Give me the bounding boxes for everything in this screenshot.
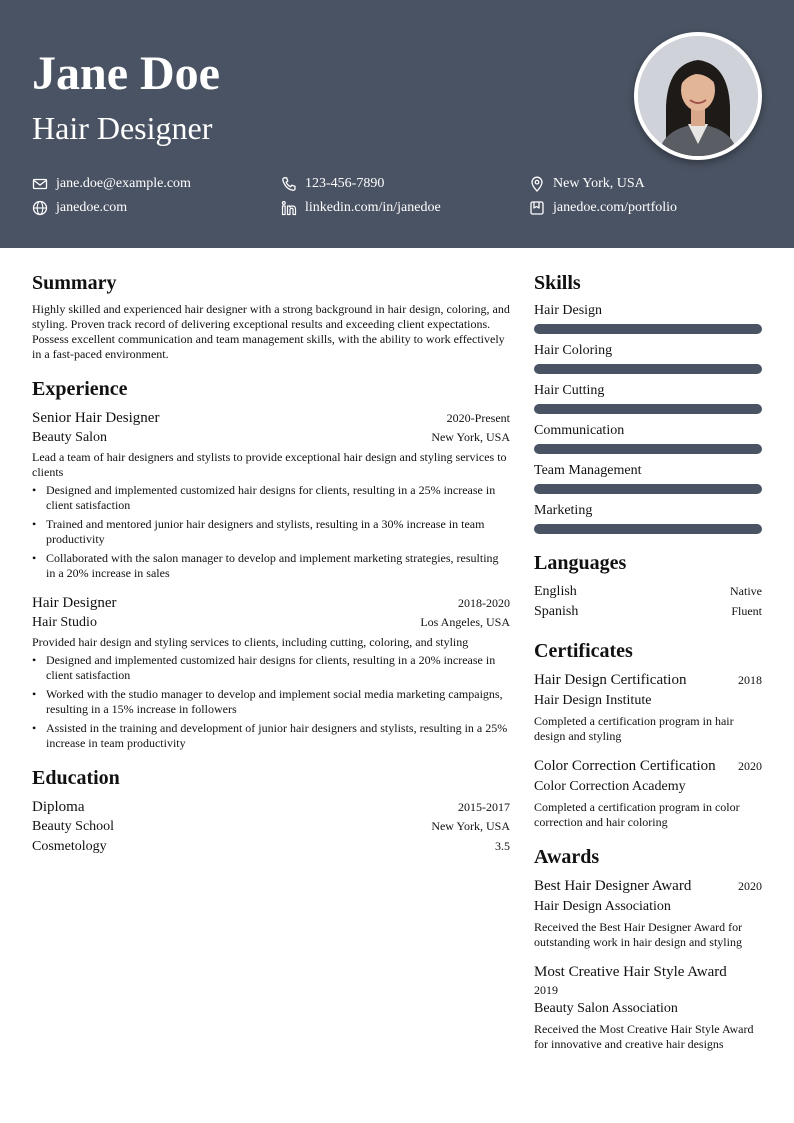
- education-gpa: 3.5: [495, 839, 510, 853]
- contact-email-text[interactable]: jane.doe@example.com: [56, 176, 191, 191]
- map-pin-icon: [529, 176, 545, 192]
- list-item: • Assisted in the training and development of junior hair designers and stylists, resulting in a 25% increase in team productivity: [32, 721, 510, 751]
- languages-heading: Languages: [534, 552, 627, 574]
- job-title: Hair Designer: [32, 595, 117, 611]
- skill-bar: [534, 484, 762, 494]
- contact-phone-text[interactable]: 123-456-7890: [305, 176, 385, 191]
- award-title: Most Creative Hair Style Award: [534, 964, 727, 980]
- skill-name: Hair Design: [534, 303, 603, 318]
- job-achievements: [32, 483, 510, 581]
- job-company: Hair Studio: [32, 615, 97, 630]
- education-section: [32, 765, 510, 857]
- award-year: 2020: [738, 879, 762, 893]
- skills-heading: Skills: [534, 272, 581, 294]
- language-name: English: [534, 584, 577, 599]
- certificate-description: Completed a certification program in color correction and hair coloring: [534, 800, 740, 829]
- skill-bar: [534, 444, 762, 454]
- skill-bar: [534, 324, 762, 334]
- job-achievements: [32, 653, 510, 751]
- award-org: Beauty Salon Association: [534, 1001, 678, 1016]
- job-date: 2020-Present: [446, 411, 510, 425]
- left-column: [32, 270, 510, 857]
- certificate-description: Completed a certification program in hair design and styling: [534, 714, 734, 743]
- contact-phone[interactable]: [281, 175, 384, 193]
- job-description: Lead a team of hair designers and stylists to provide exceptional hair design and styling services to clients: [32, 450, 507, 479]
- list-item: • Designed and implemented customized hair designs for clients, resulting in a 25% increase in client satisfaction: [32, 483, 510, 513]
- award-title: Best Hair Designer Award: [534, 878, 692, 894]
- list-item: • Worked with the studio manager to develop and implement social media marketing campaigns, resulting in a 15% increase in followers: [32, 687, 510, 717]
- candidate-name: Jane Doe: [32, 47, 220, 100]
- certificate-org: Color Correction Academy: [534, 779, 686, 794]
- awards-heading: Awards: [534, 846, 600, 868]
- summary-text: Highly skilled and experienced hair designer with a strong background in hair design, coloring, and styling. Proven track record of delivering exceptional results and exceeding client expectations. Possess excellent communication and team management skills, with the ability to work effectively in a fast-paced environment.: [32, 302, 510, 361]
- certificate-year: 2018: [738, 673, 762, 687]
- skill-name: Hair Coloring: [534, 343, 613, 358]
- summary-section: [32, 270, 510, 362]
- contact-portfolio-text[interactable]: janedoe.com/portfolio: [553, 200, 678, 215]
- linkedin-icon: [281, 200, 297, 216]
- award-entry: [534, 962, 762, 1052]
- skill-bar: [534, 404, 762, 414]
- resume-header: [0, 0, 794, 248]
- skill-name: Marketing: [534, 503, 593, 518]
- job-entry: [32, 593, 510, 751]
- globe-icon: [32, 200, 48, 216]
- education-heading: Education: [32, 767, 120, 789]
- job-location: New York, USA: [431, 430, 510, 444]
- profile-photo-image: [638, 36, 758, 156]
- languages-section: [534, 550, 762, 622]
- job-entry: [32, 408, 510, 581]
- job-date: 2018-2020: [458, 596, 510, 610]
- certificate-title: Color Correction Certification: [534, 758, 716, 774]
- list-item: • Collaborated with the salon manager to develop and implement marketing strategies, resulting in a 20% increase in sales: [32, 551, 510, 581]
- certificate-entry: [534, 756, 762, 830]
- mail-icon: [32, 176, 48, 192]
- phone-icon: [281, 176, 297, 192]
- list-item: • Trained and mentored junior hair designers and stylists, resulting in a 30% increase in team productivity: [32, 517, 510, 547]
- certificate-entry: [534, 670, 762, 744]
- contact-linkedin[interactable]: [281, 199, 441, 217]
- portfolio-icon: [529, 200, 545, 216]
- award-description: Received the Most Creative Hair Style Award for innovative and creative hair designs: [534, 1022, 754, 1051]
- contact-website-text[interactable]: janedoe.com: [56, 200, 128, 215]
- certificate-year: 2020: [738, 759, 762, 773]
- certificates-heading: Certificates: [534, 640, 633, 662]
- contact-location: [529, 175, 645, 193]
- contact-linkedin-text[interactable]: linkedin.com/in/janedoe: [305, 200, 441, 215]
- right-column: [534, 270, 762, 1052]
- contact-location-text: New York, USA: [553, 176, 645, 191]
- skill-bar: [534, 524, 762, 534]
- certificates-section: [534, 638, 762, 830]
- skill-name: Hair Cutting: [534, 383, 605, 398]
- awards-section: [534, 844, 762, 1052]
- education-school: Beauty School: [32, 819, 115, 834]
- candidate-title: Hair Designer: [32, 110, 213, 146]
- skill-bar: [534, 364, 762, 374]
- summary-heading: Summary: [32, 272, 117, 294]
- profile-photo: [634, 32, 762, 160]
- award-entry: [534, 876, 762, 950]
- contact-website[interactable]: [32, 199, 127, 217]
- education-date: 2015-2017: [458, 800, 510, 814]
- certificate-title: Hair Design Certification: [534, 672, 687, 688]
- award-year: 2019: [534, 983, 558, 997]
- award-org: Hair Design Association: [534, 899, 671, 914]
- skill-name: Communication: [534, 423, 625, 438]
- skills-section: [534, 270, 762, 534]
- job-company: Beauty Salon: [32, 430, 108, 445]
- experience-heading: Experience: [32, 378, 128, 400]
- job-description: Provided hair design and styling services to clients, including cutting, coloring, and styling: [32, 635, 469, 649]
- education-location: New York, USA: [431, 819, 510, 833]
- education-field: Cosmetology: [32, 839, 107, 854]
- list-item: • Designed and implemented customized hair designs for clients, resulting in a 20% increase in client satisfaction: [32, 653, 510, 683]
- job-location: Los Angeles, USA: [420, 615, 510, 629]
- award-description: Received the Best Hair Designer Award for outstanding work in hair design and styling: [534, 920, 743, 949]
- job-title: Senior Hair Designer: [32, 410, 160, 426]
- experience-section: [32, 376, 510, 751]
- contact-email[interactable]: [32, 175, 191, 193]
- language-level: Fluent: [731, 604, 762, 618]
- certificate-org: Hair Design Institute: [534, 693, 652, 708]
- contact-portfolio[interactable]: [529, 199, 677, 217]
- skill-name: Team Management: [534, 463, 642, 478]
- education-degree: Diploma: [32, 799, 85, 815]
- language-name: Spanish: [534, 604, 579, 619]
- language-level: Native: [730, 584, 762, 598]
